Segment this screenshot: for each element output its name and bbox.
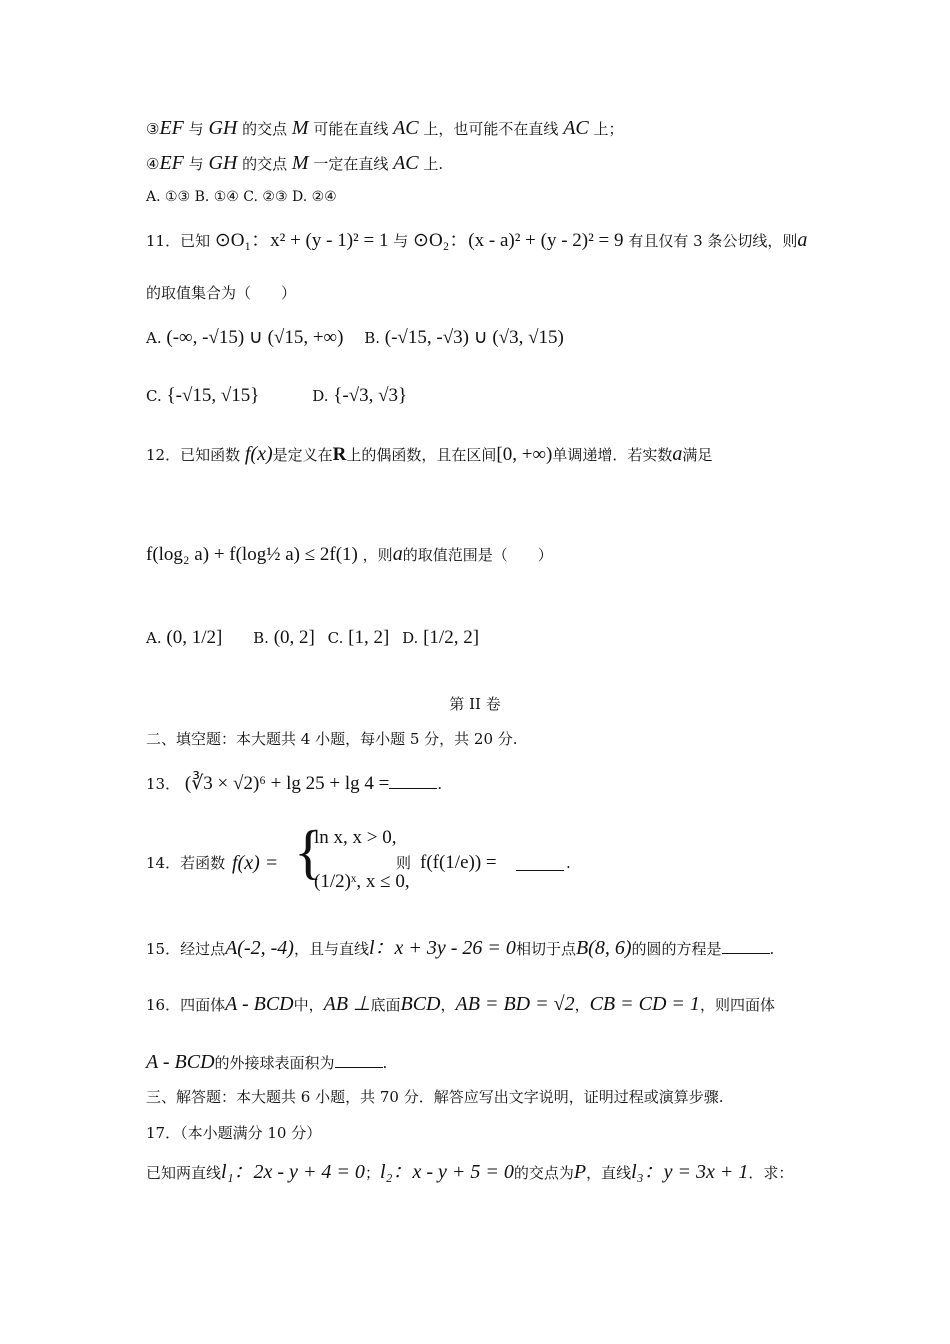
section-2-header: 二、填空题：本大题共 4 小题，每小题 5 分，共 20 分. [146, 730, 518, 748]
q12-option-a: (0, 1/2] [166, 627, 223, 648]
answer-blank [389, 788, 437, 789]
q12-option-c: [1, 2] [348, 627, 390, 648]
question-12: 12．已知函数 f(x)是定义在R上的偶函数，且在区间[0, +∞)单调递增．若实数a满足 [146, 443, 713, 465]
question-16: 16．四面体A - BCD中，AB ⊥底面BCD，AB = BD = √2，CB = CD = 1，则四面体 [146, 993, 775, 1015]
q12-options: A. (0, 1/2] B. (0, 2] C. [1, 2] D. [1/2, 2] [146, 627, 480, 648]
q12-inequality: f(log₂ a) + f(log½ a) ≤ 2f(1) [146, 544, 358, 565]
q11-option-b: (-√15, -√3) ∪ (√3, √15) [384, 327, 564, 348]
q12-option-d: [1/2, 2] [423, 627, 480, 648]
question-17: 已知两直线l₁：2x - y + 4 = 0；l₂：x - y + 5 = 0的交点为P，直线l₃：y = 3x + 1．求： [146, 1161, 794, 1183]
answer-blank [335, 1067, 383, 1068]
q12-option-b: (0, 2] [273, 627, 315, 648]
question-17-title: 17．（本小题满分 10 分） [146, 1124, 322, 1142]
section-3-header: 三、解答题：本大题共 6 小题，共 70 分．解答应写出文字说明，证明过程或演算步骤. [146, 1088, 724, 1106]
circle-o1: ⊙O₁：x² + (y - 1)² = 1 [214, 230, 389, 251]
q14-case-1: ln x, x > 0, [314, 827, 397, 848]
answer-blank [516, 870, 564, 871]
q11-option-a: (-∞, -√15) ∪ (√15, +∞) [166, 327, 344, 348]
question-16-cont: A - BCD的外接球表面积为 . [146, 1051, 388, 1073]
q14-expression: f(f(1/e)) = [420, 852, 497, 873]
q11-options-ab: A. (-∞, -√15) ∪ (√15, +∞) B. (-√15, -√3) ∪ (√3, √15) [146, 327, 564, 348]
question-11: 11．已知 ⊙O₁：x² + (y - 1)² = 1 与 ⊙O₂：(x - a)² + (y - 2)² = 9 有且仅有 3 条公切线，则a [146, 229, 808, 251]
section-title: 第 II 卷 [449, 695, 501, 713]
q11-option-d: {-√3, √3} [333, 385, 408, 406]
circle-o2: ⊙O₂：(x - a)² + (y - 2)² = 9 [413, 230, 624, 251]
statement-4: ④EF 与 GH 的交点 M 一定在直线 AC 上. [146, 152, 444, 174]
statement-3: ③EF 与 GH 的交点 M 可能在直线 AC 上，也可能不在直线 AC 上； [146, 117, 624, 139]
q10-options: A. ①③ B. ①④ C. ②③ D. ②④ [146, 189, 337, 205]
question-11-cont: 的取值集合为（ ） [146, 284, 297, 302]
question-15: 15．经过点A(-2, -4)，且与直线l：x + 3y - 26 = 0相切于点B(8, 6)的圆的方程是 . [146, 937, 775, 959]
q13-expression: (∛3 × √2)⁶ + lg 25 + lg 4 = [184, 773, 390, 794]
answer-blank [722, 953, 770, 954]
question-13: 13． (∛3 × √2)⁶ + lg 25 + lg 4 = . [146, 773, 443, 794]
q11-option-c: {-√15, √15} [166, 385, 260, 406]
piecewise-brace: { [294, 819, 323, 885]
q14-case-2: (1/2)ˣ, x ≤ 0, [314, 871, 410, 892]
q11-options-cd: C. {-√15, √15} D. {-√3, √3} [146, 385, 408, 406]
question-12-condition: f(log₂ a) + f(log½ a) ≤ 2f(1) ，则a的取值范围是（ ） [146, 543, 553, 565]
